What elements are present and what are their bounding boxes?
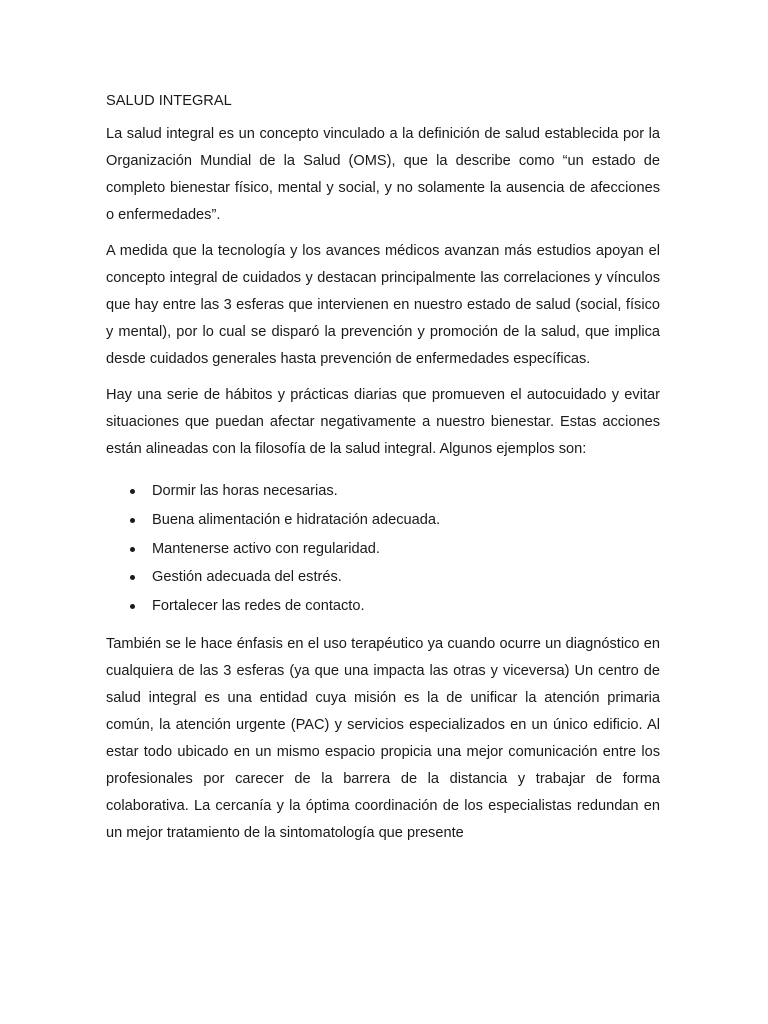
list-item-text: Buena alimentación e hidratación adecuada. [152, 511, 441, 528]
list-item [106, 506, 660, 535]
bullet-icon [130, 489, 135, 494]
paragraph-integral-center: También se le hace énfasis en el uso terapéutico ya cuando ocurre un diagnóstico en cualquiera de las 3 esferas (ya que una impacta las otras y viceversa) Un centro de salud integral es una entidad cuya misión es la de unificar la atención primaria común, la atención urgente (PAC) y servicios especializados en un único edificio. Al estar todo ubicado en un mismo espacio propicia una mejor comunicación entre los profesionales por carecer de la barrera de la distancia y trabajar de forma colaborativa. La cercanía y la óptima coordinación de los especialistas redundan en un mejor tratamiento de la sintomatología que presente [106, 635, 660, 841]
list-item-text: Dormir las horas necesarias. [152, 483, 338, 499]
list-item-text: Fortalecer las redes de contacto. [152, 598, 365, 615]
bullet-icon [130, 547, 135, 552]
list-item-text: Mantenerse activo con regularidad. [152, 540, 380, 557]
list-item-text: Gestión adecuada del estrés. [152, 569, 342, 586]
document-title: SALUD INTEGRAL [106, 93, 232, 109]
bullet-icon [130, 575, 135, 580]
document-body [106, 89, 660, 856]
bullet-icon [130, 604, 135, 609]
list-item [106, 535, 660, 564]
habits-list [106, 477, 660, 621]
list-item [106, 592, 660, 621]
bullet-icon [130, 518, 135, 523]
list-item [106, 563, 660, 592]
paragraph-definition: La salud integral es un concepto vinculado a la definición de salud establecida por la Organización Mundial de la Salud (OMS), que la describe como “un estado de completo bienestar físico, mental y social, y no solamente la ausencia de afecciones o enfermedades”. [106, 126, 660, 223]
paragraph-advances: A medida que la tecnología y los avances médicos avanzan más estudios apoyan el concepto integral de cuidados y destacan principalmente las correlaciones y vínculos que hay entre las 3 esferas que intervienen en nuestro estado de salud (social, físico y mental), por lo cual se disparó la prevención y promoción de la salud, que implica desde cuidados generales hasta prevención de enfermedades específicas. [106, 243, 660, 367]
list-item [106, 477, 660, 506]
paragraph-habits: Hay una serie de hábitos y prácticas diarias que promueven el autocuidado y evitar situaciones que puedan afectar negativamente a nuestro bienestar. Estas acciones están alineadas con la filosofía de la salud integral. Algunos ejemplos son: [106, 387, 660, 457]
